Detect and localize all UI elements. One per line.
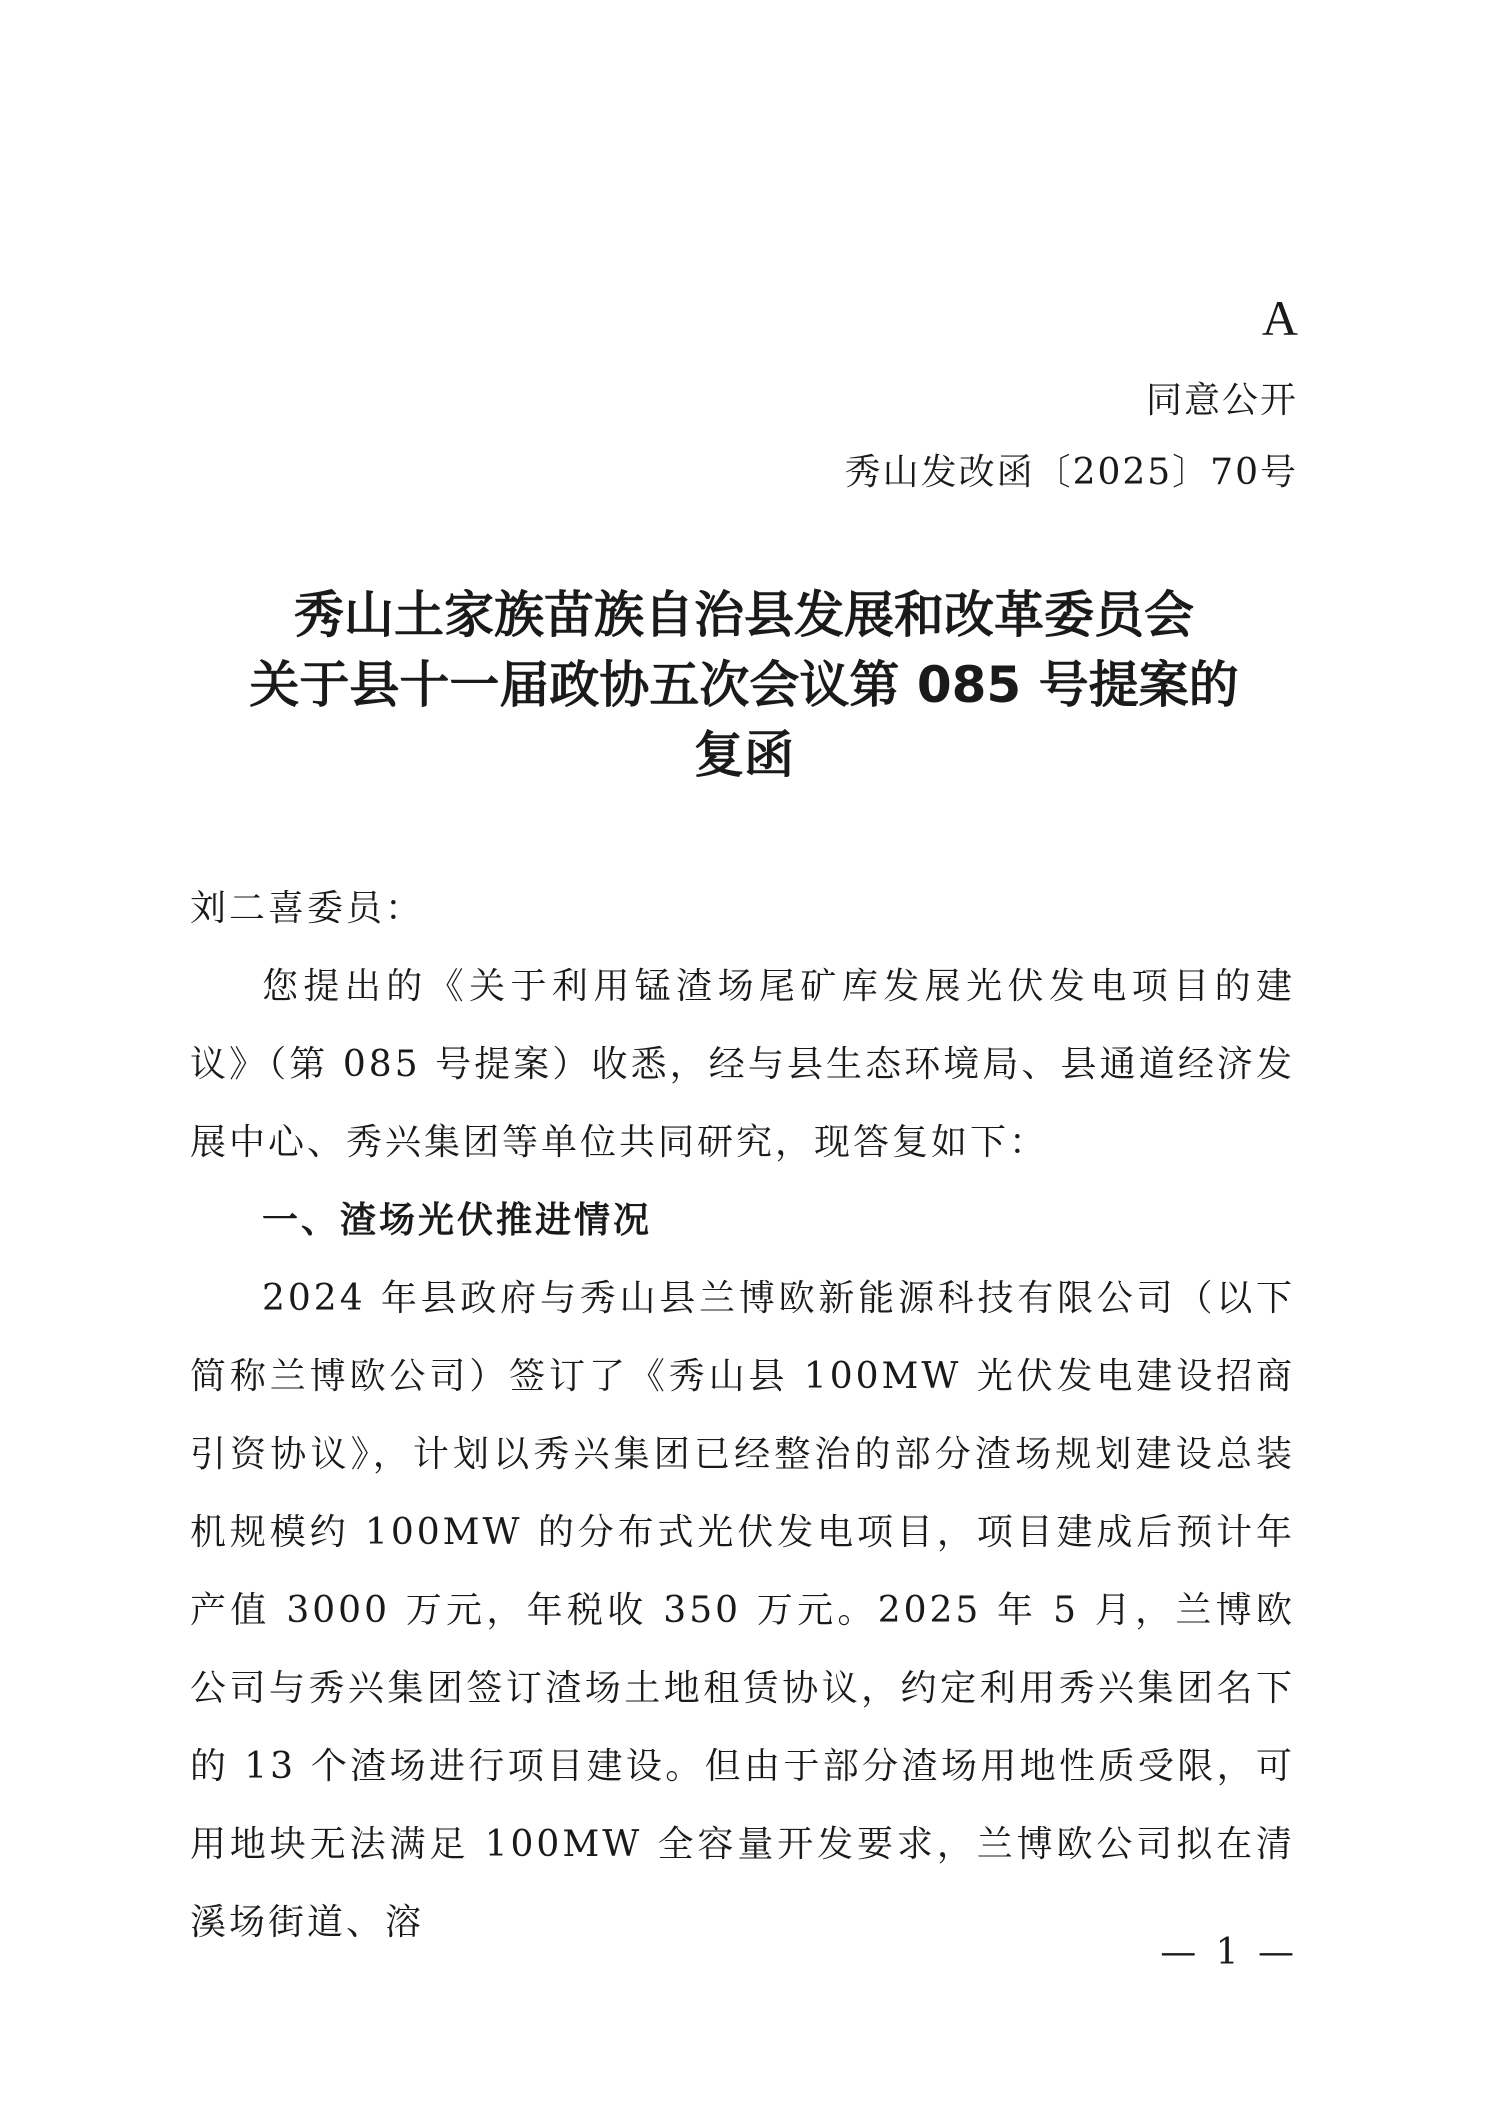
body-paragraph: 2024 年县政府与秀山县兰博欧新能源科技有限公司（以下简称兰博欧公司）签订了《秀山县 100MW 光伏发电建设招商引资协议》，计划以秀兴集团已经整治的部分渣场规划建设总装机规模约 100MW 的分布式光伏发电项目，项目建成后预计年产值 3000 万元，年税收 350 万元。2025 年 5 月，兰博欧公司与秀兴集团签订渣场土地租赁协议，约定利用秀兴集团名下的 13 个渣场进行项目建设。但由于部分渣场用地性质受限，可用地块无法满足 100MW 全容量开发要求，兰博欧公司拟在清溪场街道、溶	[190, 1278, 1295, 1943]
title-line-1: 秀山土家族苗族自治县发展和改革委员会	[294, 586, 1194, 644]
page-number: — 1 —	[1160, 1932, 1298, 1973]
title-line-3: 复函	[694, 726, 794, 784]
document-title	[190, 580, 1298, 790]
salutation: 刘二喜委员：	[190, 888, 425, 929]
document-number: 秀山发改函〔2025〕70号	[844, 452, 1298, 493]
document-body	[190, 870, 1295, 1962]
title-line-2: 关于县十一届政协五次会议第 085 号提案的	[249, 656, 1239, 714]
intro-paragraph: 您提出的《关于利用锰渣场尾矿库发展光伏发电项目的建议》（第 085 号提案）收悉，经与县生态环境局、县通道经济发展中心、秀兴集团等单位共同研究，现答复如下：	[190, 966, 1295, 1163]
section-heading: 一、渣场光伏推进情况	[262, 1200, 653, 1241]
disclosure-label: 同意公开	[1145, 380, 1298, 421]
grade-mark: A	[1261, 290, 1298, 346]
